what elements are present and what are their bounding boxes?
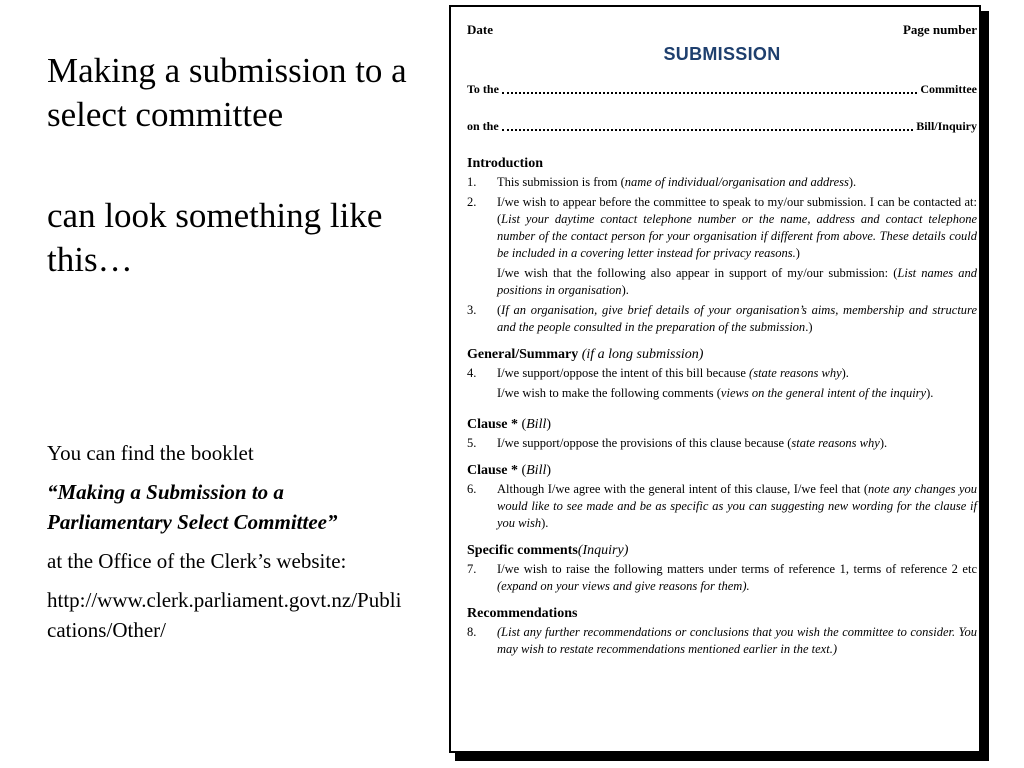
section-note: Bill [526, 463, 547, 478]
item-number: 2. [467, 195, 477, 209]
form-title: SUBMISSION [663, 44, 781, 64]
page-number-label: Page number [902, 22, 977, 37]
section-title: Clause * [467, 463, 518, 478]
booklet-intro-text: You can find the booklet [47, 441, 254, 465]
form-page [449, 5, 981, 753]
item-instruction: If an organisation, give brief details of your organisation’s aims, membership and structure and the people consulted in the preparation of the submission [497, 303, 977, 334]
section-specific-comments [467, 542, 977, 559]
to-label: To the [467, 82, 499, 96]
form-item-2 [467, 194, 977, 262]
item-number: 1. [467, 175, 477, 189]
booklet-title: “Making a Submission to a Parliamentary Select Committee” [47, 480, 338, 534]
slide-heading-primary: Making a submission to a select committee [47, 51, 407, 134]
item-number: 3. [467, 303, 477, 317]
section-clause-2 [467, 462, 977, 479]
item-text: I/we support/oppose the provisions of this clause because ( [497, 436, 792, 450]
date-label: Date [467, 22, 493, 37]
form-item-7 [467, 561, 977, 595]
item-instruction: state reasons why [791, 436, 880, 450]
slide-heading-secondary: can look something like this… [47, 196, 383, 279]
dotted-fill [502, 129, 914, 131]
item-instruction: (state reasons why [749, 366, 842, 380]
item-text: Although I/we agree with the general intent of this clause, I/we feel that ( [497, 482, 869, 496]
section-recommendations: Recommendations [467, 606, 578, 621]
section-title: Specific comments [467, 543, 578, 558]
form-item-5 [467, 435, 977, 452]
item-text: I/we wish that the following also appear in support of my/our submission: ( [497, 266, 898, 280]
section-note-open: ( [517, 417, 527, 432]
item-text-end: ). [848, 175, 857, 189]
item-instruction: (expand on your views and give reasons for them). [497, 579, 750, 593]
form-header-row [467, 21, 977, 38]
item-text: This submission is from ( [497, 175, 625, 189]
section-title: Clause * [467, 417, 518, 432]
section-note-close: ) [546, 463, 552, 478]
item-instruction: List names and positions in organisation [497, 266, 977, 297]
section-note: (Inquiry) [577, 543, 629, 558]
form-item-8 [467, 624, 977, 658]
section-note: Bill [526, 417, 547, 432]
form-item-6 [467, 481, 977, 532]
item-text-end: ). [621, 283, 629, 297]
item-text-end: ). [879, 436, 888, 450]
section-note-open: ( [517, 463, 527, 478]
item-instruction: views on the general intent of the inquiry [720, 386, 927, 400]
section-note: (if a long submission) [581, 347, 704, 362]
item-instruction: List your daytime contact telephone number or the name, address and contact telephone number of the contact person for your organisation if different from above. These details could be included in a covering letter instead for privacy reasons. [497, 212, 977, 260]
section-introduction: Introduction [467, 156, 543, 171]
item-instruction: name of individual/organisation and address [624, 175, 849, 189]
bill-inquiry-label: Bill/Inquiry [916, 119, 977, 133]
item-text-end: ). [841, 366, 849, 380]
item-text: ( [497, 303, 502, 317]
item-number: 6. [467, 482, 477, 496]
section-general-summary [467, 346, 977, 363]
form-item-4-continued [467, 385, 977, 402]
item-text-end: ). [541, 516, 549, 530]
on-bill-line [467, 118, 977, 135]
item-instruction: note any changes you would like to see made and be as specific as you can suggesting new wording for the clause if you wish [497, 482, 977, 530]
office-text: at the Office of the Clerk’s website: [47, 549, 347, 573]
form-item-3 [467, 302, 977, 336]
website-url: http://www.clerk.parliament.govt.nz/Publications/Other/ [47, 588, 402, 642]
item-number: 4. [467, 366, 477, 380]
section-title: General/Summary [467, 347, 579, 362]
item-text-end: ) [795, 246, 800, 260]
item-text: I/we wish to make the following comments ( [497, 386, 721, 400]
on-label: on the [467, 119, 499, 133]
item-text: I/we wish to appear before the committee to speak to my/our submission. I can be contacted at: ( [497, 195, 977, 226]
section-note-close: ) [546, 417, 552, 432]
item-text-end: ). [926, 386, 934, 400]
submission-form-image [449, 5, 985, 757]
booklet-info [47, 438, 407, 654]
to-committee-line [467, 81, 977, 98]
item-text: I/we wish to raise the following matters under terms of reference 1, terms of reference 2 etc [497, 562, 977, 576]
section-clause-1 [467, 416, 977, 433]
item-text: I/we support/oppose the intent of this bill because [497, 366, 750, 380]
item-number: 8. [467, 625, 477, 639]
form-item-2-continued [467, 265, 977, 299]
dotted-fill [502, 92, 917, 94]
item-text-end: .) [805, 320, 813, 334]
item-instruction: (List any further recommendations or conclusions that you wish the committee to consider. You may wish to restate recommendations mentioned earlier in the text.) [497, 625, 977, 656]
committee-label: Committee [920, 82, 977, 96]
item-number: 5. [467, 436, 477, 450]
form-item-1 [467, 174, 977, 191]
form-item-4 [467, 365, 977, 382]
item-number: 7. [467, 562, 477, 576]
